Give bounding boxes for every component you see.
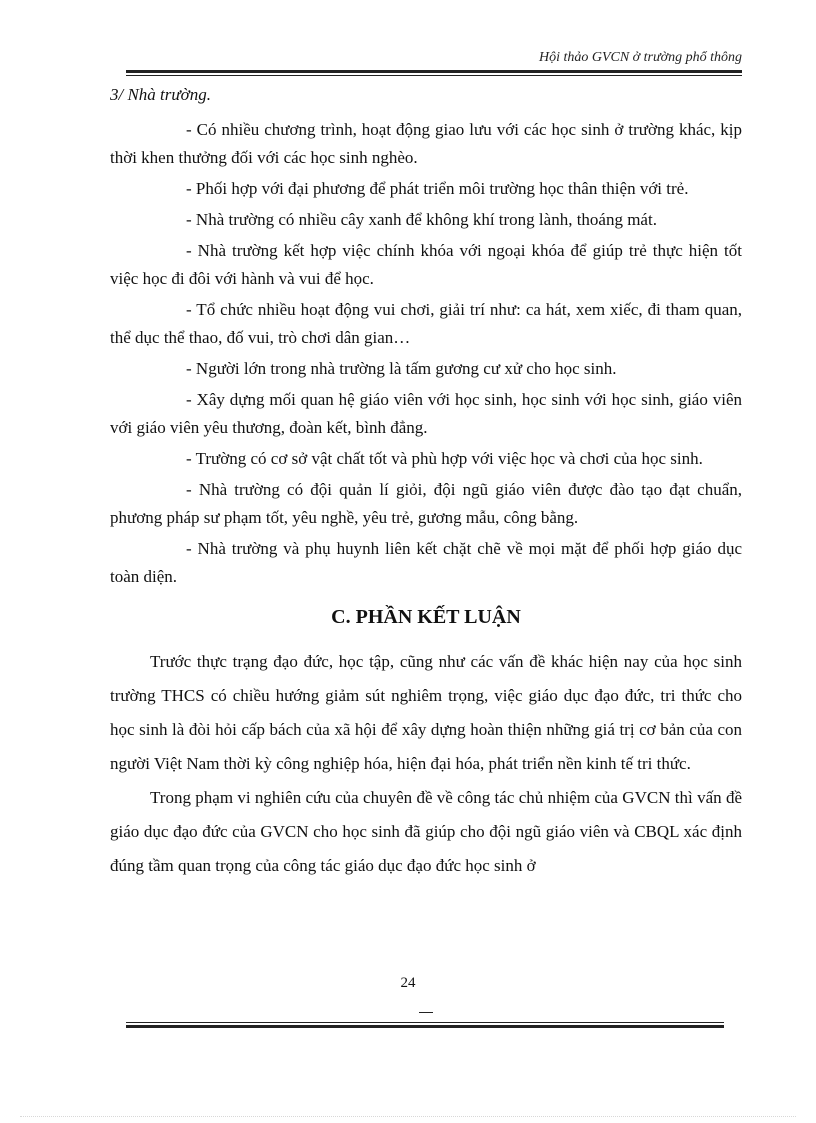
conclusion-heading: C. PHẦN KẾT LUẬN [331, 606, 521, 628]
bullet-item: - Xây dựng mối quan hệ giáo viên với học sinh, học sinh với học sinh, giáo viên với giáo viên yêu thương, đoàn kết, bình đẳng. [110, 390, 742, 437]
bullet-item: - Tổ chức nhiều hoạt động vui chơi, giải trí như: ca hát, xem xiếc, đi tham quan, thể dục thể thao, đố vui, trò chơi dân gian… [110, 300, 742, 347]
page-number: 24 [400, 975, 416, 991]
header-rule-thin [126, 75, 742, 76]
bullet-item: - Nhà trường kết hợp việc chính khóa với ngoại khóa để giúp trẻ thực hiện tốt việc học đi đôi với hành và vui để học. [110, 241, 742, 288]
footer-rule [126, 1025, 724, 1028]
section-label: 3/ Nhà trường. [110, 85, 211, 104]
running-header: Hội thảo GVCN ở trường phổ thông [538, 50, 742, 65]
bullet-item: - Trường có cơ sở vật chất tốt và phù hợp với việc học và chơi của học sinh. [186, 449, 703, 468]
page-edge [20, 1116, 796, 1117]
body-paragraph: Trong phạm vi nghiên cứu của chuyên đề về công tác chủ nhiệm của GVCN thì vấn đề giáo dục đạo đức của GVCN cho học sinh đã giúp cho đội ngũ giáo viên và CBQL xác định đúng tầm quan trọng của công tác giáo dục đạo đức học sinh ở [110, 788, 742, 875]
body-paragraph: Trước thực trạng đạo đức, học tập, cũng như các vấn đề khác hiện nay của học sinh trường THCS có chiều hướng giảm sút nghiêm trọng, việc giáo dục đạo đức, tri thức cho học sinh là đòi hỏi cấp bách của xã hội để xây dựng hoàn thiện những giá trị cơ bản của con người Việt Nam thời kỳ công nghiệp hóa, hiện đại hóa, phát triển nền kinh tế tri thức. [110, 652, 742, 773]
bullet-item: - Người lớn trong nhà trường là tấm gương cư xử cho học sinh. [186, 359, 617, 378]
bullet-item: - Nhà trường và phụ huynh liên kết chặt chẽ về mọi mặt để phối hợp giáo dục toàn diện. [110, 539, 742, 586]
footer-rule-thin [126, 1022, 724, 1023]
bullet-item: - Có nhiều chương trình, hoạt động giao lưu với các học sinh ở trường khác, kịp thời khen thưởng đối với các học sinh nghèo. [110, 120, 742, 167]
page-number-dash [419, 1012, 433, 1013]
page-content [110, 82, 742, 883]
bullet-item: - Nhà trường có đội quản lí giỏi, đội ngũ giáo viên được đào tạo đạt chuẩn, phương pháp sư phạm tốt, yêu nghề, yêu trẻ, gương mẫu, công bằng. [110, 480, 742, 527]
bullet-item: - Phối hợp với đại phương để phát triển môi trường học thân thiện với trẻ. [186, 179, 689, 198]
bullet-item: - Nhà trường có nhiều cây xanh để không khí trong lành, thoáng mát. [186, 210, 657, 229]
header-rule [126, 70, 742, 73]
